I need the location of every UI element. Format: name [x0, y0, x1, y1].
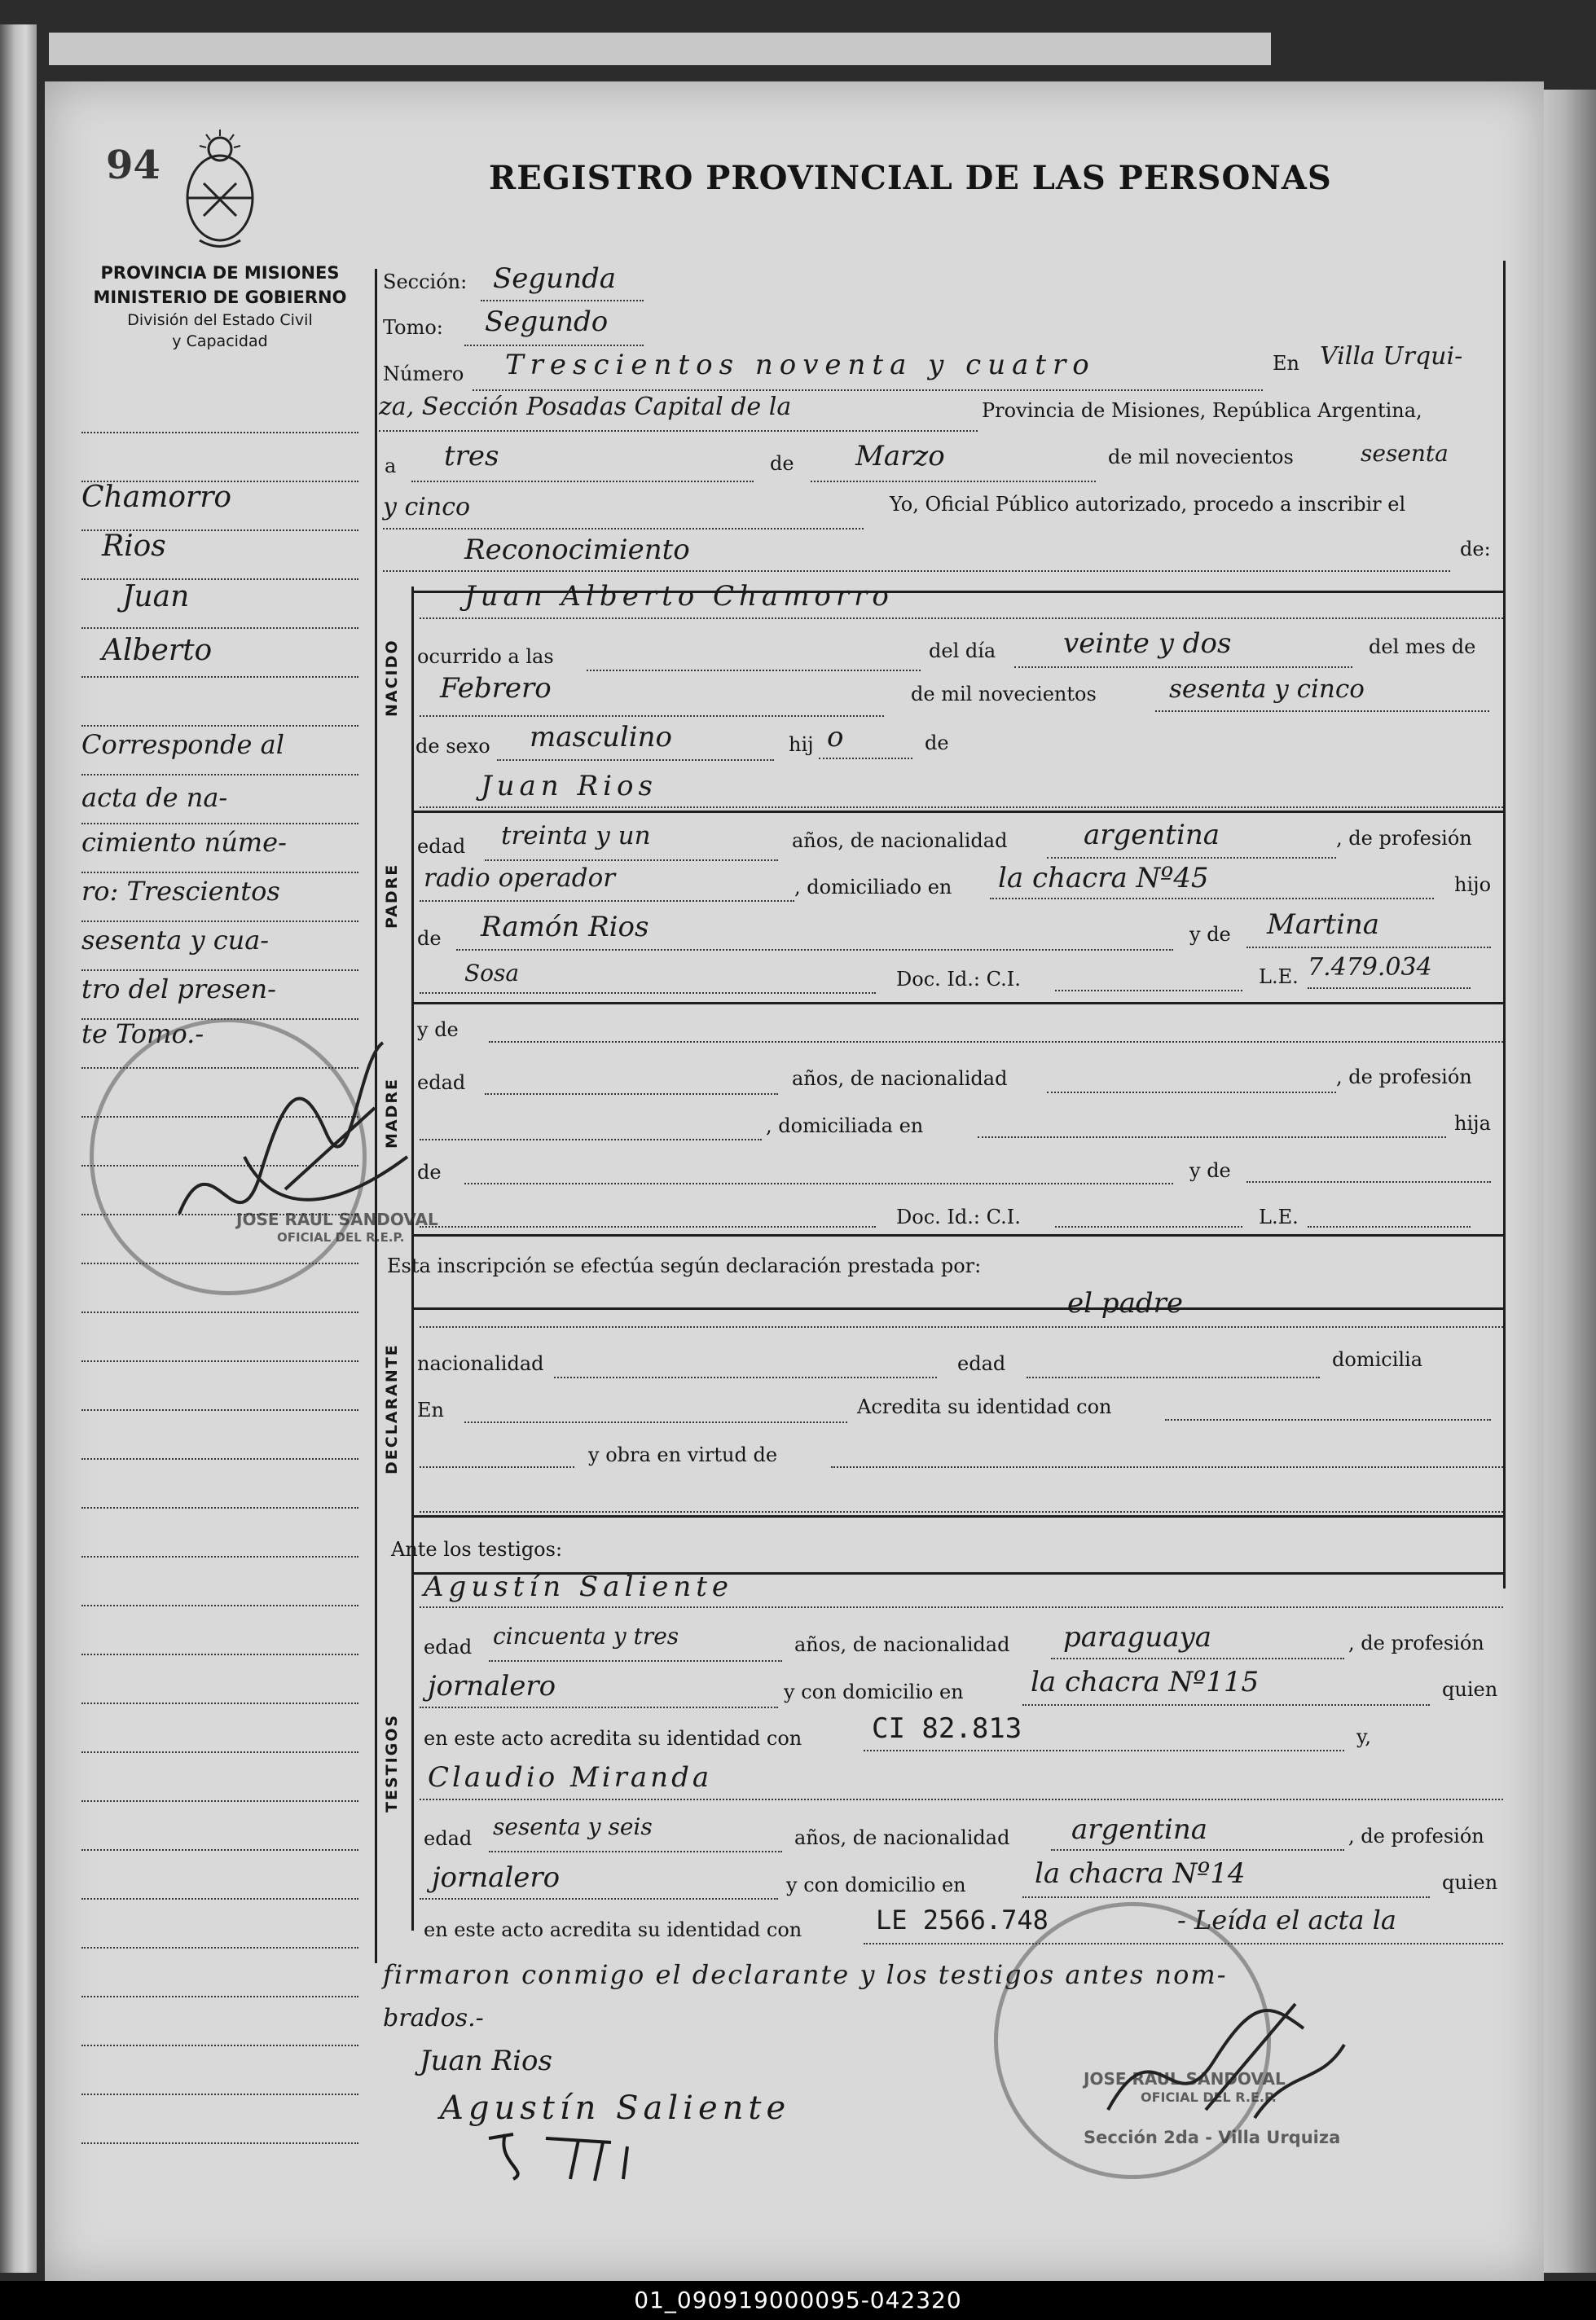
declarante-bottom-rule [411, 1515, 1503, 1518]
margin-line [81, 725, 358, 727]
field-hij: o [827, 721, 844, 754]
field-tomo: Segundo [485, 305, 609, 338]
dotted-line [1308, 1226, 1471, 1228]
dotted-line [1014, 666, 1352, 668]
margin-line [81, 2142, 358, 2144]
margin-note-line-3: cimiento núme- [81, 827, 287, 858]
label-declarante-acredita: Acredita su identidad con [857, 1395, 1112, 1418]
dotted-line [420, 900, 794, 902]
label-testigo1-nacionalidad: años, de nacionalidad [794, 1633, 1010, 1656]
margin-surname-2: Rios [102, 529, 166, 563]
dotted-line [554, 1377, 937, 1378]
margin-line [81, 1996, 358, 1997]
label-declarante-en: En [417, 1399, 444, 1421]
dotted-line [1051, 1658, 1344, 1659]
label-de-colon: de: [1460, 538, 1491, 560]
official-signature-bottom [1092, 1971, 1352, 2134]
margin-line [81, 1360, 358, 1362]
declarante-top-rule [411, 1307, 1503, 1310]
stamp-official-name: JOSE RAUL SANDOVAL [236, 1210, 438, 1229]
dotted-line [1047, 857, 1336, 859]
label-del-mes: del mes de [1369, 635, 1476, 658]
label-testigo1-domicilio: y con domicilio en [784, 1681, 964, 1703]
label-declarante-domicilia: domicilia [1332, 1348, 1423, 1371]
madre-top-rule [411, 1002, 1503, 1004]
field-nac-dia: veinte y dos [1063, 627, 1232, 660]
label-testigo1-quien: quien [1442, 1678, 1498, 1701]
dotted-line [1055, 990, 1242, 991]
field-testigo2-domicilio: la chacra Nº14 [1035, 1857, 1246, 1890]
label-testigo2-domicilio: y con domicilio en [786, 1874, 966, 1896]
field-padre-madre-de-cont: Sosa [464, 960, 520, 986]
label-madre-de: de [417, 1161, 442, 1184]
label-ante: Ante los testigos: [391, 1538, 563, 1561]
dotted-line [990, 898, 1434, 899]
section-label-testigos: TESTIGOS [383, 1713, 401, 1812]
margin-line [81, 676, 358, 678]
right-column-rule [1503, 261, 1506, 1588]
margin-line [81, 1556, 358, 1558]
dotted-line [464, 1421, 847, 1423]
dotted-line [1246, 947, 1491, 948]
dotted-line [464, 345, 644, 346]
label-declaracion: Esta inscripción se efectúa según declaración prestada por: [387, 1254, 982, 1277]
org-sub-line-2: y Capacidad [172, 332, 268, 350]
dotted-line [1022, 1704, 1430, 1706]
dotted-line [1246, 1181, 1491, 1183]
label-seccion: Sección: [383, 270, 468, 293]
closing-line-2: firmaron conmigo el declarante y los testigos antes nom- [383, 1959, 1228, 1990]
dotted-line [464, 1183, 1173, 1184]
label-provincia: Provincia de Misiones, República Argentina, [982, 399, 1422, 422]
issuing-organization [81, 261, 358, 352]
field-testigo1-nombre: Agustín Saliente [424, 1571, 734, 1603]
closing-line-3: brados.- [383, 2004, 484, 2032]
margin-line [81, 627, 358, 629]
label-testigo1-edad: edad [424, 1636, 473, 1659]
dotted-line [420, 1511, 1503, 1513]
label-padre-domiciliado: , domiciliado en [794, 876, 952, 899]
label-declarante-edad: edad [957, 1352, 1006, 1375]
dotted-line [411, 481, 754, 482]
margin-line [81, 921, 358, 922]
field-testigo2-nombre: Claudio Miranda [428, 1761, 713, 1794]
margin-line [81, 1898, 358, 1900]
field-testigo2-profesion: jornalero [432, 1861, 561, 1894]
field-nac-mes: Febrero [440, 672, 552, 705]
margin-line [81, 1507, 358, 1509]
field-testigo1-domicilio: la chacra Nº115 [1031, 1666, 1260, 1698]
margin-note-line-5: sesenta y cua- [81, 925, 270, 956]
field-testigo1-profesion: jornalero [428, 1670, 556, 1703]
margin-note-line-6: tro del presen- [81, 973, 276, 1004]
margin-line [81, 1654, 358, 1655]
dotted-line [485, 1093, 778, 1095]
label-madre-y-de: y de [417, 1018, 459, 1041]
field-nombre-nacido: Juan Alberto Chamorro [464, 580, 894, 613]
dotted-line [1051, 1849, 1344, 1851]
margin-line [81, 2094, 358, 2095]
label-madre-nacionalidad: años, de nacionalidad [792, 1067, 1008, 1090]
padre-top-rule [411, 811, 1503, 813]
section-label-madre: MADRE [383, 1078, 401, 1149]
dotted-line [587, 670, 921, 671]
field-lugar-cont: za, Sección Posadas Capital de la [379, 393, 792, 421]
org-line-1: PROVINCIA DE MISIONES [100, 263, 340, 283]
official-signature-margin [163, 1010, 424, 1254]
dotted-line [1022, 1896, 1430, 1898]
dotted-line [497, 759, 774, 761]
margin-line [81, 2045, 358, 2046]
label-del-dia: del día [929, 639, 996, 662]
folio-number: 94 [106, 143, 160, 188]
margin-line [81, 823, 358, 824]
stamp-official-role-bottom: OFICIAL DEL R.E.P. [1141, 2089, 1277, 2105]
label-madre-le: L.E. [1259, 1206, 1299, 1228]
label-testigo2-acredita: en este acto acredita su identidad con [424, 1918, 802, 1941]
label-testigo1-y: y, [1356, 1725, 1371, 1748]
signature-declarante: Juan Rios [420, 2045, 552, 2077]
field-seccion: Segunda [493, 262, 617, 295]
field-nac-anio: sesenta y cinco [1169, 674, 1365, 704]
label-a: a [385, 455, 397, 477]
field-testigo1-id: CI 82.813 [872, 1712, 1022, 1745]
dotted-line [1027, 1377, 1320, 1378]
field-dia: tres [444, 440, 499, 472]
field-numero: Trescientos noventa y cuatro [505, 349, 1096, 381]
madre-bottom-rule [411, 1234, 1503, 1237]
label-testigo2-nacionalidad: años, de nacionalidad [794, 1826, 1010, 1849]
dotted-line [420, 1606, 1503, 1608]
section-label-nacido: NACIDO [383, 639, 401, 717]
margin-line [81, 774, 358, 776]
org-line-2: MINISTERIO DE GOBIERNO [93, 288, 347, 307]
label-testigo2-profesion: , de profesión [1348, 1825, 1484, 1848]
field-padre-madre-de: Martina [1267, 908, 1380, 941]
label-hij: hij [789, 733, 814, 756]
field-padre-edad: treinta y un [501, 821, 651, 850]
label-sexo: de sexo [415, 735, 490, 758]
field-progenitor: Juan Rios [481, 770, 657, 802]
field-lugar: Villa Urqui- [1320, 342, 1463, 371]
label-madre-hija: hija [1454, 1112, 1491, 1135]
label-de: de [925, 732, 949, 754]
signature-testigo-1: Agustín Saliente [440, 2089, 791, 2127]
dotted-line [420, 992, 876, 994]
field-padre-domicilio: la chacra Nº45 [998, 862, 1209, 894]
dotted-line [420, 1139, 762, 1140]
dotted-line [489, 1851, 782, 1852]
label-en: En [1273, 352, 1299, 375]
label-madre-doc: Doc. Id.: C.I. [896, 1206, 1021, 1228]
dotted-line [420, 1707, 778, 1708]
label-ocurrido: ocurrido a las [417, 645, 554, 668]
margin-line [81, 432, 358, 433]
signature-testigo-2 [481, 2122, 668, 2187]
field-padre-le: 7.479.034 [1308, 953, 1432, 982]
field-declarante-por: el padre [1067, 1287, 1183, 1320]
field-padre-de: Ramón Rios [481, 911, 649, 943]
dotted-line [1155, 710, 1489, 712]
margin-line [81, 1751, 358, 1753]
dotted-line [456, 949, 1173, 951]
label-testigo2-quien: quien [1442, 1871, 1498, 1894]
dotted-line [864, 1750, 1344, 1751]
label-madre-y-de-2: y de [1189, 1159, 1231, 1182]
margin-line [81, 1849, 358, 1851]
margin-line [81, 1458, 358, 1460]
field-padre-profesion: radio operador [424, 863, 616, 893]
dotted-line [485, 859, 778, 861]
label-padre-de: de [417, 927, 442, 950]
dotted-line [420, 1898, 778, 1900]
dotted-line [383, 528, 864, 529]
dotted-line [489, 1041, 1503, 1043]
field-mes: Marzo [855, 440, 945, 472]
margin-line [81, 1703, 358, 1704]
label-padre-le: L.E. [1259, 965, 1299, 988]
label-padre-doc: Doc. Id.: C.I. [896, 968, 1021, 991]
dotted-line [420, 715, 884, 717]
label-tomo: Tomo: [383, 316, 443, 339]
document-title: REGISTRO PROVINCIAL DE LAS PERSONAS [489, 159, 1332, 197]
field-testigo2-id: LE 2566.748 [876, 1905, 1049, 1936]
label-padre-profesion: , de profesión [1336, 827, 1472, 850]
margin-line [81, 1947, 358, 1949]
margin-line [81, 1605, 358, 1606]
dotted-line [1055, 1226, 1242, 1228]
field-testigo2-nacionalidad: argentina [1071, 1813, 1208, 1846]
field-sexo: masculino [530, 721, 673, 754]
label-declarante-nacionalidad: nacionalidad [417, 1352, 544, 1375]
book-spine [0, 24, 37, 2273]
label-testigo1-acredita: en este acto acredita su identidad con [424, 1727, 802, 1750]
dotted-line [420, 1226, 876, 1228]
label-madre-edad: edad [417, 1071, 466, 1094]
dotted-line [420, 617, 1503, 619]
label-testigo2-edad: edad [424, 1827, 473, 1850]
label-de-mil-2: de mil novecientos [911, 683, 1097, 705]
section-label-padre: PADRE [383, 863, 401, 929]
label-padre-nacionalidad: años, de nacionalidad [792, 829, 1008, 852]
label-de-mes: de [770, 452, 794, 475]
field-testigo1-nacionalidad: paraguaya [1063, 1621, 1211, 1654]
field-anio: sesenta [1361, 440, 1449, 467]
dotted-line [1165, 1419, 1491, 1421]
label-testigo1-profesion: , de profesión [1348, 1632, 1484, 1654]
field-testigo2-edad: sesenta y seis [493, 1813, 653, 1840]
label-de-mil: de mil novecientos [1108, 446, 1294, 468]
dotted-line [481, 300, 644, 301]
dotted-line [978, 1136, 1446, 1138]
label-declarante-obra: y obra en virtud de [588, 1443, 778, 1466]
section-label-declarante: DECLARANTE [383, 1343, 401, 1474]
page-edge-top [49, 33, 1271, 65]
closing-line-1: - Leída el acta la [1177, 1905, 1396, 1936]
field-acto: Reconocimiento [464, 534, 690, 566]
dotted-line [420, 1799, 1503, 1800]
scan-identifier: 01_090919000095-042320 [0, 2281, 1596, 2320]
dotted-line [1047, 1092, 1336, 1093]
margin-note-line-4: ro: Trescientos [81, 876, 280, 907]
dotted-line [819, 758, 912, 759]
margin-line [81, 872, 358, 873]
dotted-line [383, 570, 1450, 572]
label-madre-profesion: , de profesión [1336, 1066, 1472, 1088]
field-padre-nacionalidad: argentina [1084, 819, 1220, 851]
dotted-line [473, 389, 1263, 391]
margin-given-name-1: Juan [122, 580, 190, 613]
coat-of-arms-icon [175, 126, 265, 253]
label-oficial: Yo, Oficial Público autorizado, procedo a inscribir el [890, 493, 1406, 516]
stamp-official-role: OFICIAL DEL R.E.P. [277, 1230, 405, 1245]
margin-note-line-2: acta de na- [81, 782, 228, 813]
label-padre-y-de: y de [1189, 923, 1231, 946]
dotted-line [379, 430, 978, 432]
org-sub-line-1: División del Estado Civil [127, 311, 313, 329]
stamp-seccion: Sección 2da - Villa Urquiza [1084, 2128, 1341, 2147]
dotted-line [420, 806, 1503, 808]
dotted-line [831, 1466, 1503, 1468]
dotted-line [489, 1660, 782, 1662]
field-testigo1-edad: cincuenta y tres [493, 1623, 679, 1650]
margin-note-line-7: te Tomo.- [81, 1018, 204, 1049]
margin-line [81, 1312, 358, 1313]
label-padre-edad: edad [417, 835, 466, 858]
dotted-line [420, 1466, 574, 1468]
label-numero: Número [383, 362, 464, 385]
margin-note-line-1: Corresponde al [81, 729, 284, 760]
label-padre-hijo: hijo [1454, 873, 1492, 896]
dotted-line [1308, 987, 1471, 989]
field-anio-cont: y cinco [383, 493, 471, 521]
margin-line [81, 969, 358, 971]
label-madre-domiciliada: , domiciliada en [766, 1114, 924, 1137]
margin-line [81, 1409, 358, 1411]
dotted-line [811, 481, 1096, 482]
stamp-official-name-bottom: JOSE RAUL SANDOVAL [1084, 2069, 1286, 2089]
margin-line [81, 1800, 358, 1802]
margin-given-name-2: Alberto [102, 634, 213, 667]
dotted-line [420, 1326, 1503, 1328]
margin-surname-1: Chamorro [81, 481, 232, 514]
